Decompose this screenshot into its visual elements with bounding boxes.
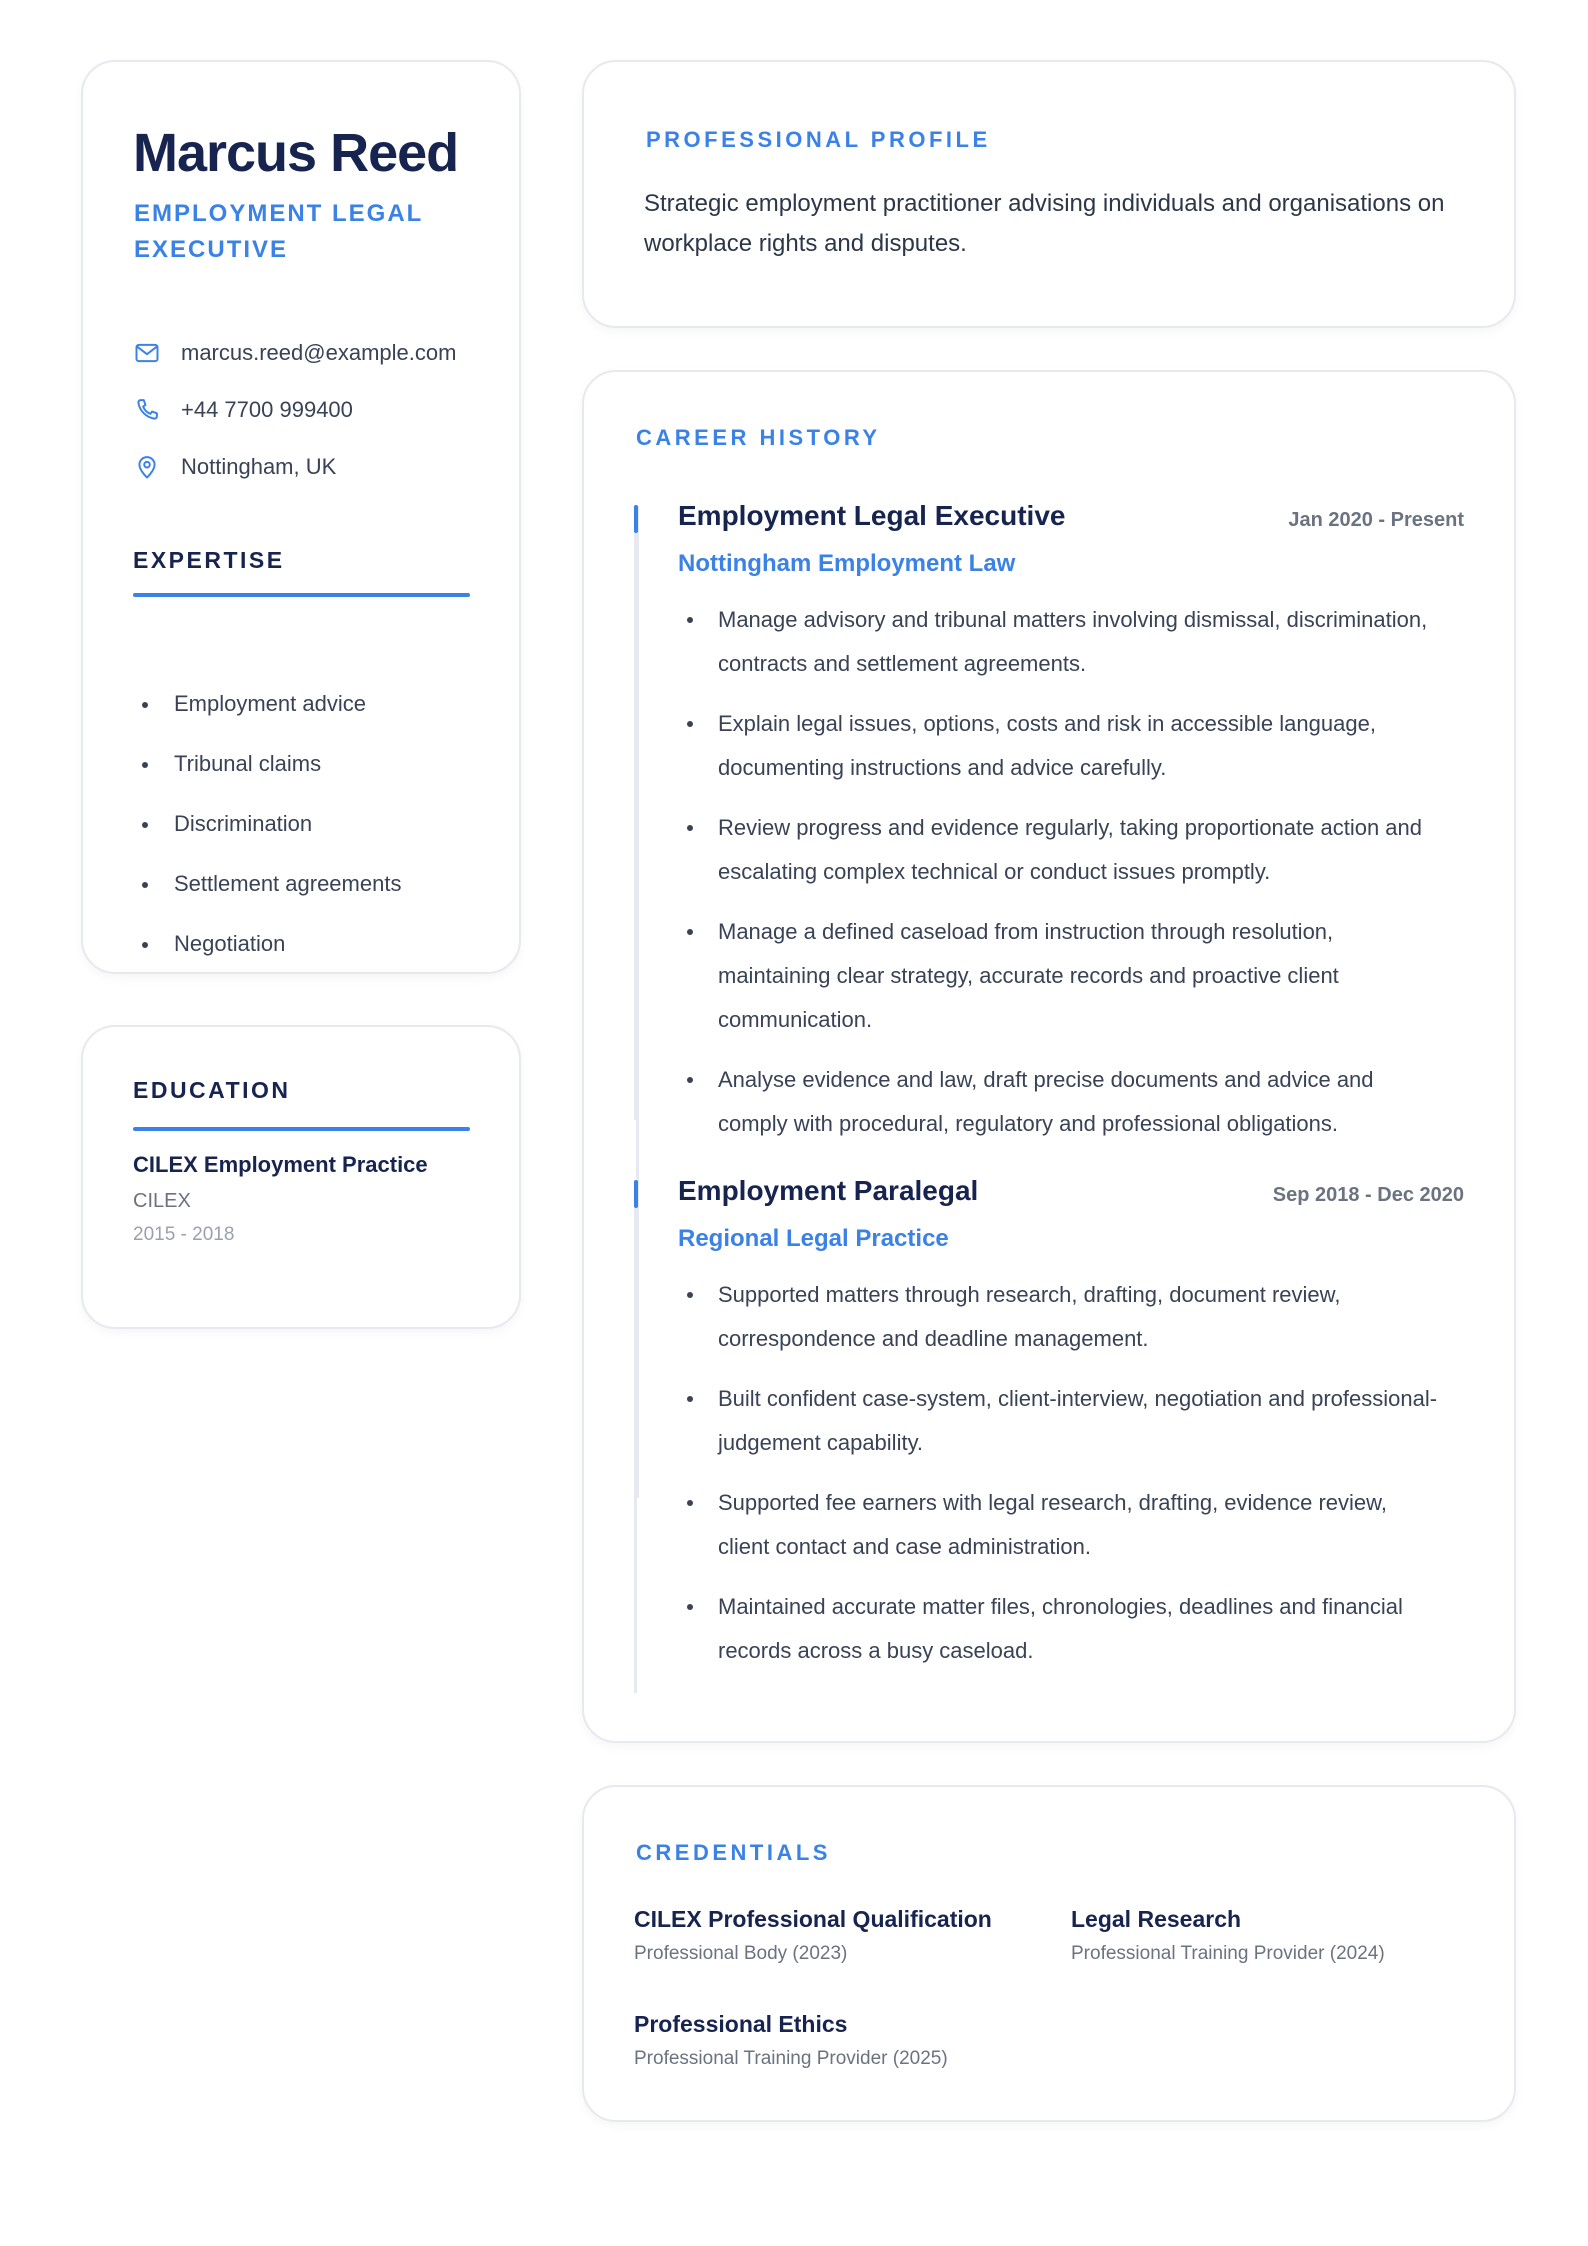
credential-meta: Professional Body (2023) — [634, 1943, 848, 1964]
expertise-underline — [133, 593, 470, 597]
job-timeline-line — [634, 505, 637, 1120]
contact-list — [133, 324, 456, 495]
career-heading: CAREER HISTORY — [636, 425, 881, 450]
job-title: Employment Legal Executive — [678, 500, 1066, 531]
list-item: Negotiation — [133, 914, 401, 974]
list-item: Supported fee earners with legal research, drafting, evidence review, client contact and case administration. — [678, 1481, 1438, 1569]
credential-name: Professional Ethics — [634, 2011, 848, 2037]
credential-name: CILEX Professional Qualification — [634, 1906, 992, 1932]
list-item: Explain legal issues, options, costs and risk in accessible language, documenting instructions and advice carefully. — [678, 702, 1438, 790]
contact-phone[interactable] — [133, 381, 456, 438]
phone-icon — [133, 396, 161, 424]
job-dates: Jan 2020 - Present — [1288, 509, 1464, 531]
list-item: Supported matters through research, drafting, document review, correspondence and deadline management. — [678, 1273, 1438, 1361]
list-item: Tribunal claims — [133, 734, 401, 794]
credentials-heading: CREDENTIALS — [636, 1840, 831, 1865]
expertise-list — [133, 674, 401, 974]
phone-text: +44 7700 999400 — [181, 396, 353, 422]
credential-meta: Professional Training Provider (2024) — [1071, 1943, 1385, 1964]
contact-email[interactable] — [133, 324, 456, 381]
contact-location — [133, 438, 456, 495]
education-school: CILEX — [133, 1190, 191, 1212]
credential-name: Legal Research — [1071, 1906, 1242, 1932]
job-marker — [634, 1180, 638, 1208]
list-item: Analyse evidence and law, draft precise documents and advice and comply with procedural, regulatory and professional obligations. — [678, 1058, 1438, 1146]
job-duties — [678, 598, 1438, 1162]
expertise-heading: EXPERTISE — [133, 547, 285, 573]
list-item: Built confident case-system, client-interview, negotiation and professional-judgement capability. — [678, 1377, 1438, 1465]
list-item: Manage advisory and tribunal matters involving dismissal, discrimination, contracts and settlement agreements. — [678, 598, 1438, 686]
profile-heading: PROFESSIONAL PROFILE — [646, 127, 991, 152]
location-pin-icon — [133, 453, 161, 481]
education-heading: EDUCATION — [133, 1077, 291, 1103]
job-company: Nottingham Employment Law — [678, 550, 1016, 577]
education-years: 2015 - 2018 — [133, 1224, 235, 1245]
job-marker — [634, 505, 638, 533]
list-item: Employment advice — [133, 674, 401, 734]
profile-text: Strategic employment practitioner advising individuals and organisations on workplace rights and disputes. — [644, 190, 1445, 257]
list-item: Settlement agreements — [133, 854, 401, 914]
contact-card — [81, 60, 521, 974]
job-title: Employment Paralegal — [678, 1175, 979, 1206]
education-degree: CILEX Employment Practice — [133, 1152, 428, 1177]
job-company: Regional Legal Practice — [678, 1225, 949, 1252]
email-text: marcus.reed@example.com — [181, 339, 457, 365]
list-item: Discrimination — [133, 794, 401, 854]
education-underline — [133, 1127, 470, 1131]
job-dates: Sep 2018 - Dec 2020 — [1272, 1184, 1464, 1206]
job-timeline-line — [634, 1180, 637, 1693]
list-item: Maintained accurate matter files, chronologies, deadlines and financial records across a busy caseload. — [678, 1585, 1438, 1673]
job-duties — [678, 1273, 1438, 1689]
mail-icon — [133, 339, 161, 367]
credential-meta: Professional Training Provider (2025) — [634, 2048, 948, 2069]
list-item: Manage a defined caseload from instruction through resolution, maintaining clear strategy, accurate records and proactive client communication. — [678, 910, 1438, 1042]
person-name: Marcus Reed — [133, 123, 459, 183]
location-text: Nottingham, UK — [181, 453, 337, 479]
person-role: EMPLOYMENT LEGAL EXECUTIVE — [134, 200, 423, 263]
list-item: Review progress and evidence regularly, taking proportionate action and escalating complex technical or conduct issues promptly. — [678, 806, 1438, 894]
